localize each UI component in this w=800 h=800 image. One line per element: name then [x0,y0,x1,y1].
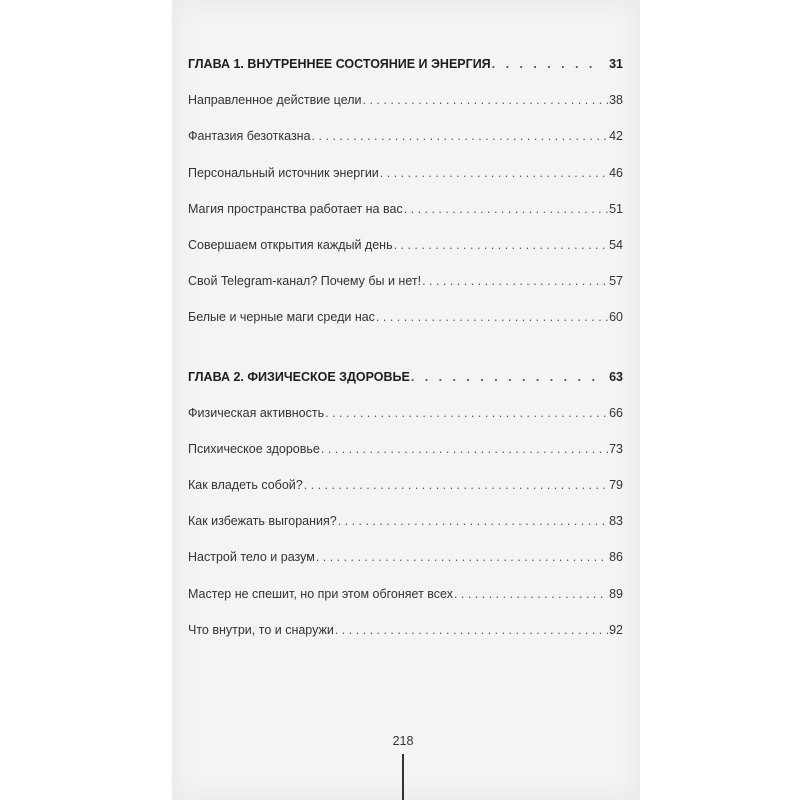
chapter-title: ГЛАВА 1. ВНУТРЕННЕЕ СОСТОЯНИЕ И ЭНЕРГИЯ [188,57,491,71]
toc-entry [188,227,623,263]
toc-entry [188,539,623,575]
dot-leader [325,395,608,431]
entry-title: Фантазия безотказна [188,129,311,144]
dot-leader [454,576,608,612]
entry-title: Направленное действие цели [188,93,362,108]
entry-page: 83 [609,514,623,529]
dot-leader [304,467,608,503]
dot-leader [394,227,609,263]
dot-leader [380,155,608,191]
toc-entry [188,612,623,648]
dot-leader [335,612,608,648]
entry-page: 66 [609,405,623,420]
toc-entry [188,82,623,118]
page-number: 218 [392,734,414,748]
toc-entry [188,155,623,191]
dot-leader [422,263,608,299]
dot-leader [363,82,609,118]
toc-entry [188,503,623,539]
entry-title: Свой Telegram-канал? Почему бы и нет! [188,274,422,289]
dot-leader [404,191,608,227]
entry-title: Совершаем открытия каждый день [188,237,393,252]
entry-title: Мастер не спешит, но при этом обгоняет всех [188,586,453,601]
entry-page: 57 [609,274,623,289]
entry-page: 73 [609,441,623,456]
chapter-gap [188,336,623,359]
chapter-1-heading [188,46,623,82]
entry-page: 86 [609,550,623,565]
dot-leader [411,359,600,395]
toc-entry [188,431,623,467]
entry-page: 54 [609,237,623,252]
entry-title: Как избежать выгорания? [188,514,337,529]
toc-entry [188,299,623,335]
dot-leader [492,46,600,82]
toc-entry [188,191,623,227]
dot-leader [376,299,608,335]
table-of-contents [188,46,623,648]
chapter-page: 63 [609,369,623,384]
toc-entry [188,263,623,299]
dot-leader [312,118,609,154]
entry-title: Белые и черные маги среди нас [188,310,375,325]
entry-title: Настрой тело и разум [188,550,315,565]
dot-leader [321,431,608,467]
footer-rule [402,754,404,800]
entry-page: 51 [609,201,623,216]
entry-page: 42 [609,129,623,144]
entry-title: Физическая активность [188,405,325,420]
toc-entry [188,118,623,154]
chapter-page: 31 [609,57,623,71]
entry-title: Что внутри, то и снаружи [188,622,334,637]
entry-title: Персональный источник энергии [188,165,379,180]
dot-leader [338,503,608,539]
entry-page: 92 [609,622,623,637]
dot-leader [316,539,608,575]
chapter-title: ГЛАВА 2. ФИЗИЧЕСКОЕ ЗДОРОВЬЕ [188,369,410,384]
entry-page: 60 [609,310,623,325]
entry-title: Психическое здоровье [188,441,320,456]
entry-page: 38 [609,93,623,108]
toc-entry [188,576,623,612]
entry-title: Как владеть собой? [188,478,303,493]
chapter-2-heading [188,359,623,395]
entry-title: Магия пространства работает на вас [188,201,403,216]
entry-page: 89 [609,586,623,601]
entry-page: 79 [609,478,623,493]
entry-page: 46 [609,165,623,180]
toc-entry [188,467,623,503]
toc-entry [188,395,623,431]
